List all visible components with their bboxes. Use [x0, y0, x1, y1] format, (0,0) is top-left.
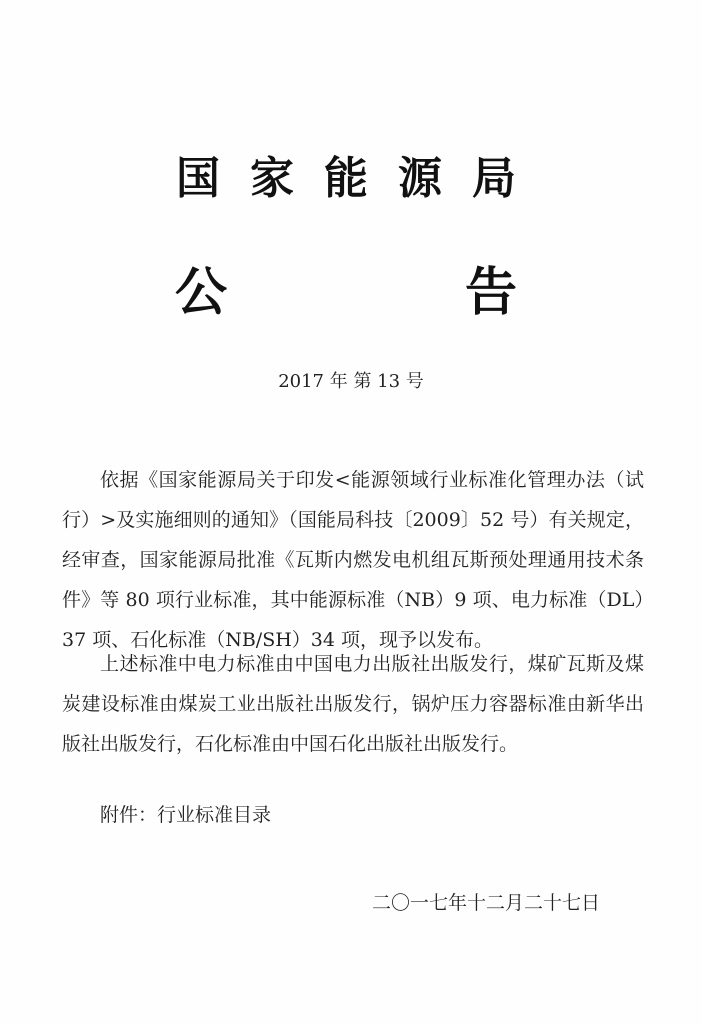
body-paragraph-2-container [62, 644, 644, 764]
attachment-line: 附件：行业标准目录 [100, 804, 272, 826]
document-number: 2017 年 第 13 号 [278, 371, 424, 392]
document-type-title: 公 告 [174, 262, 628, 323]
organization-title: 国家能源局 [176, 153, 546, 204]
issue-date: 二〇一七年十二月二十七日 [372, 892, 601, 914]
body-paragraph-1: 依据《国家能源局关于印发<能源领域行业标准化管理办法（试行）>及实施细则的通知》（国能局科技〔2009〕52 号）有关规定，经审查，国家能源局批准《瓦斯内燃发电机组瓦斯预处理通用技术条件》等 80 项行业标准，其中能源标准（NB）9 项、电力标准（DL）37 项、石化标准（NB/SH）34 项，现予以发布。 [62, 469, 644, 651]
body-paragraph-2: 上述标准中电力标准由中国电力出版社出版发行，煤矿瓦斯及煤炭建设标准由煤炭工业出版社出版发行，锅炉压力容器标准由新华出版社出版发行，石化标准由中国石化出版社出版发行。 [62, 653, 644, 755]
body-paragraph-1-container [62, 460, 644, 660]
